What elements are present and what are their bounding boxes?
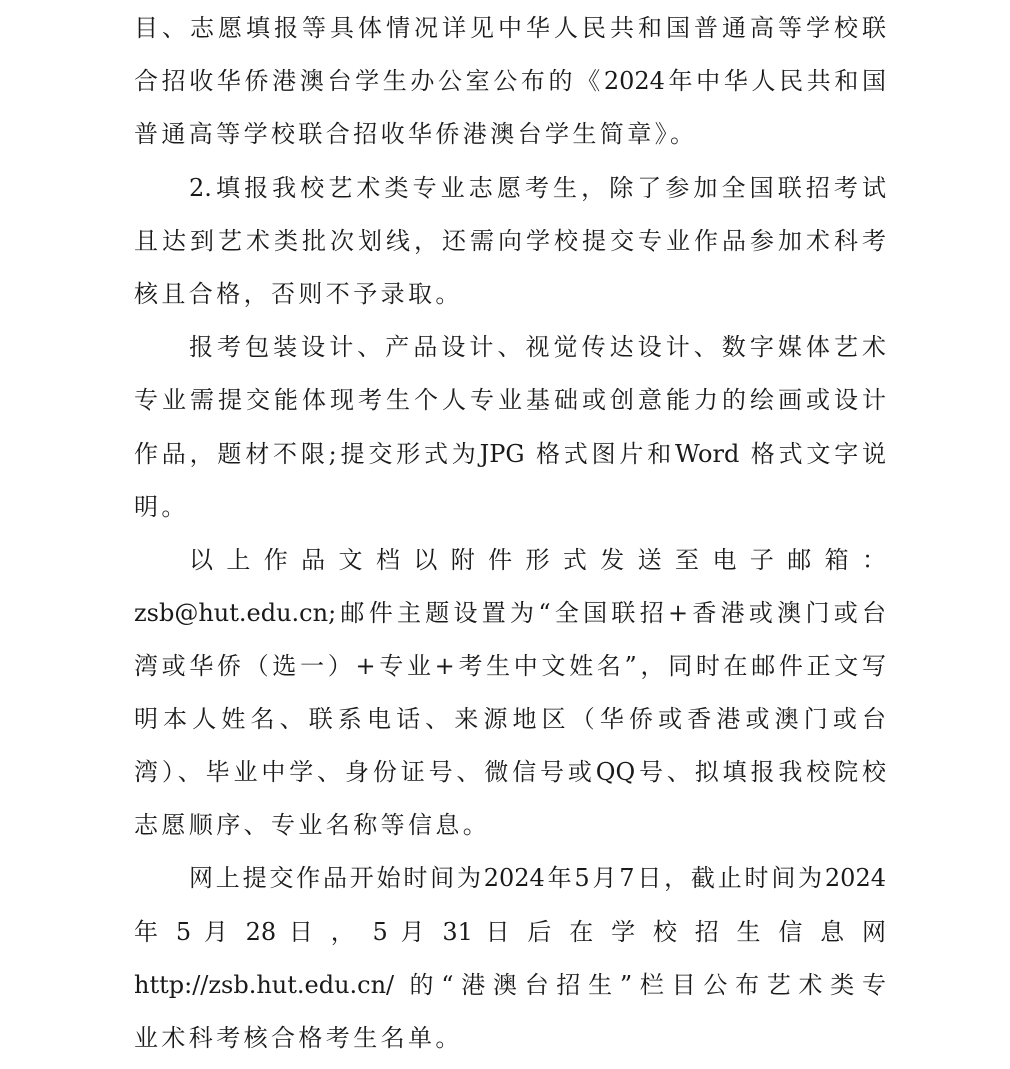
paragraph-line: 以上作品文档以附件形式发送至电子邮箱： [189,546,886,574]
paragraph-line: 网上提交作品开始时间为2024年5月7日，截止时间为2024 [189,864,886,892]
paragraph-line: 志愿顺序、专业名称等信息。 [134,811,491,839]
email-line: zsb@hut.edu.cn;邮件主题设置为“全国联招+香港或澳门或台 [134,599,886,627]
paragraph-line: 核且合格，否则不予录取。 [134,280,463,308]
paragraph-line: 专业需提交能体现考生个人专业基础或创意能力的绘画或设计 [134,386,886,414]
paragraph-line: 年 5 月 28 日 ， 5 月 31 日 后 在 学 校 招 生 信 息 网 [134,918,886,946]
paragraph-line: 且达到艺术类批次划线，还需向学校提交专业作品参加术科考 [134,227,886,255]
paragraph-line: 湾或华侨（选一）+专业+考生中文姓名”，同时在邮件正文写 [134,652,886,680]
paragraph-line: 目、志愿填报等具体情况详见中华人民共和国普通高等学校联 [134,14,886,42]
website-line: http://zsb.hut.edu.cn/ 的“港澳台招生”栏目公布艺术类专 [134,971,886,999]
paragraph-line: 2.填报我校艺术类专业志愿考生，除了参加全国联招考试 [189,174,886,202]
paragraph-line: 明。 [134,493,189,521]
paragraph-line: 业术科考核合格考生名单。 [134,1024,463,1052]
paragraph-line: 报考包装设计、产品设计、视觉传达设计、数字媒体艺术 [189,333,886,361]
paragraph-line: 明本人姓名、联系电话、来源地区（华侨或香港或澳门或台 [134,705,886,733]
paragraph-line: 普通高等学校联合招收华侨港澳台学生简章》。 [134,120,698,148]
paragraph-line: 作品，题材不限;提交形式为JPG 格式图片和Word 格式文字说 [134,440,886,468]
paragraph-line: 合招收华侨港澳台学生办公室公布的《2024年中华人民共和国 [134,67,886,95]
paragraph-line: 湾）、毕业中学、身份证号、微信号或QQ号、拟填报我校院校 [134,758,886,786]
